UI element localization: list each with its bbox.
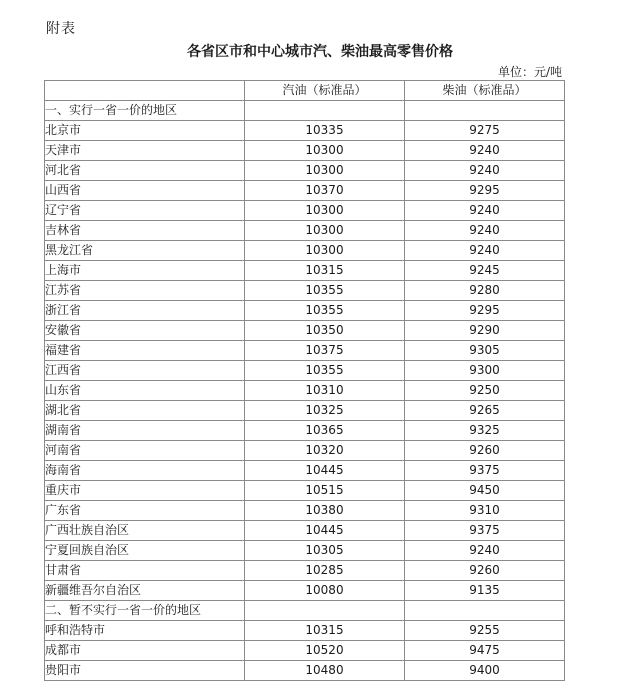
table-row [45,201,565,221]
diesel-price: 9275 [405,121,565,141]
table-row [45,241,565,261]
gasoline-price: 10325 [245,401,405,421]
region-name: 湖北省 [45,401,245,421]
diesel-price: 9475 [405,641,565,661]
region-name: 安徽省 [45,321,245,341]
region-name: 上海市 [45,261,245,281]
table-row [45,221,565,241]
region-name: 海南省 [45,461,245,481]
section-label: 二、暂不实行一省一价的地区 [45,601,245,621]
table-row [45,441,565,461]
gasoline-price: 10285 [245,561,405,581]
section-label: 一、实行一省一价的地区 [45,101,245,121]
diesel-price: 9295 [405,301,565,321]
table-row [45,121,565,141]
table-row [45,341,565,361]
region-name: 贵阳市 [45,661,245,681]
gasoline-price: 10315 [245,261,405,281]
table-row [45,661,565,681]
price-table [44,80,565,681]
diesel-price: 9265 [405,401,565,421]
header-diesel: 柴油（标准品） [405,81,565,101]
diesel-price: 9375 [405,461,565,481]
table-row [45,621,565,641]
region-name: 福建省 [45,341,245,361]
section-blank [405,101,565,121]
region-name: 河南省 [45,441,245,461]
region-name: 广西壮族自治区 [45,521,245,541]
header-gasoline: 汽油（标准品） [245,81,405,101]
header-row [45,81,565,101]
region-name: 北京市 [45,121,245,141]
table-row [45,581,565,601]
gasoline-price: 10300 [245,241,405,261]
region-name: 广东省 [45,501,245,521]
region-name: 吉林省 [45,221,245,241]
table-row [45,381,565,401]
table-row [45,321,565,341]
table-row [45,461,565,481]
table-row [45,421,565,441]
table-row [45,281,565,301]
gasoline-price: 10480 [245,661,405,681]
section-row [45,101,565,121]
diesel-price: 9375 [405,521,565,541]
gasoline-price: 10315 [245,621,405,641]
diesel-price: 9325 [405,421,565,441]
region-name: 天津市 [45,141,245,161]
diesel-price: 9255 [405,621,565,641]
gasoline-price: 10445 [245,521,405,541]
table-row [45,161,565,181]
table-title: 各省区市和中心城市汽、柴油最高零售价格 [187,44,453,60]
diesel-price: 9450 [405,481,565,501]
diesel-price: 9290 [405,321,565,341]
region-name: 黑龙江省 [45,241,245,261]
table-row [45,521,565,541]
table-row [45,401,565,421]
diesel-price: 9280 [405,281,565,301]
gasoline-price: 10335 [245,121,405,141]
region-name: 甘肃省 [45,561,245,581]
diesel-price: 9300 [405,361,565,381]
section-blank [405,601,565,621]
region-name: 重庆市 [45,481,245,501]
table-row [45,501,565,521]
gasoline-price: 10300 [245,201,405,221]
diesel-price: 9135 [405,581,565,601]
region-name: 呼和浩特市 [45,621,245,641]
table-row [45,261,565,281]
gasoline-price: 10305 [245,541,405,561]
section-blank [245,601,405,621]
table-row [45,481,565,501]
diesel-price: 9240 [405,161,565,181]
region-name: 浙江省 [45,301,245,321]
diesel-price: 9240 [405,141,565,161]
diesel-price: 9240 [405,201,565,221]
diesel-price: 9240 [405,221,565,241]
gasoline-price: 10370 [245,181,405,201]
gasoline-price: 10515 [245,481,405,501]
gasoline-price: 10445 [245,461,405,481]
table-row [45,361,565,381]
region-name: 成都市 [45,641,245,661]
table-row [45,561,565,581]
gasoline-price: 10320 [245,441,405,461]
table-row [45,541,565,561]
diesel-price: 9250 [405,381,565,401]
gasoline-price: 10355 [245,301,405,321]
header-region [45,81,245,101]
table-row [45,181,565,201]
gasoline-price: 10300 [245,221,405,241]
table-row [45,641,565,661]
region-name: 山东省 [45,381,245,401]
diesel-price: 9245 [405,261,565,281]
gasoline-price: 10355 [245,361,405,381]
region-name: 辽宁省 [45,201,245,221]
section-blank [245,101,405,121]
gasoline-price: 10355 [245,281,405,301]
gasoline-price: 10520 [245,641,405,661]
region-name: 江西省 [45,361,245,381]
gasoline-price: 10300 [245,141,405,161]
gasoline-price: 10080 [245,581,405,601]
diesel-price: 9260 [405,441,565,461]
diesel-price: 9240 [405,241,565,261]
region-name: 江苏省 [45,281,245,301]
diesel-price: 9310 [405,501,565,521]
appendix-label: 附表 [46,21,76,37]
region-name: 新疆维吾尔自治区 [45,581,245,601]
gasoline-price: 10380 [245,501,405,521]
table-row [45,301,565,321]
gasoline-price: 10375 [245,341,405,361]
diesel-price: 9240 [405,541,565,561]
gasoline-price: 10350 [245,321,405,341]
unit-label: 单位：元/吨 [497,65,562,79]
diesel-price: 9305 [405,341,565,361]
region-name: 河北省 [45,161,245,181]
region-name: 湖南省 [45,421,245,441]
gasoline-price: 10365 [245,421,405,441]
region-name: 山西省 [45,181,245,201]
gasoline-price: 10310 [245,381,405,401]
section-row [45,601,565,621]
gasoline-price: 10300 [245,161,405,181]
table-row [45,141,565,161]
diesel-price: 9260 [405,561,565,581]
diesel-price: 9295 [405,181,565,201]
diesel-price: 9400 [405,661,565,681]
region-name: 宁夏回族自治区 [45,541,245,561]
